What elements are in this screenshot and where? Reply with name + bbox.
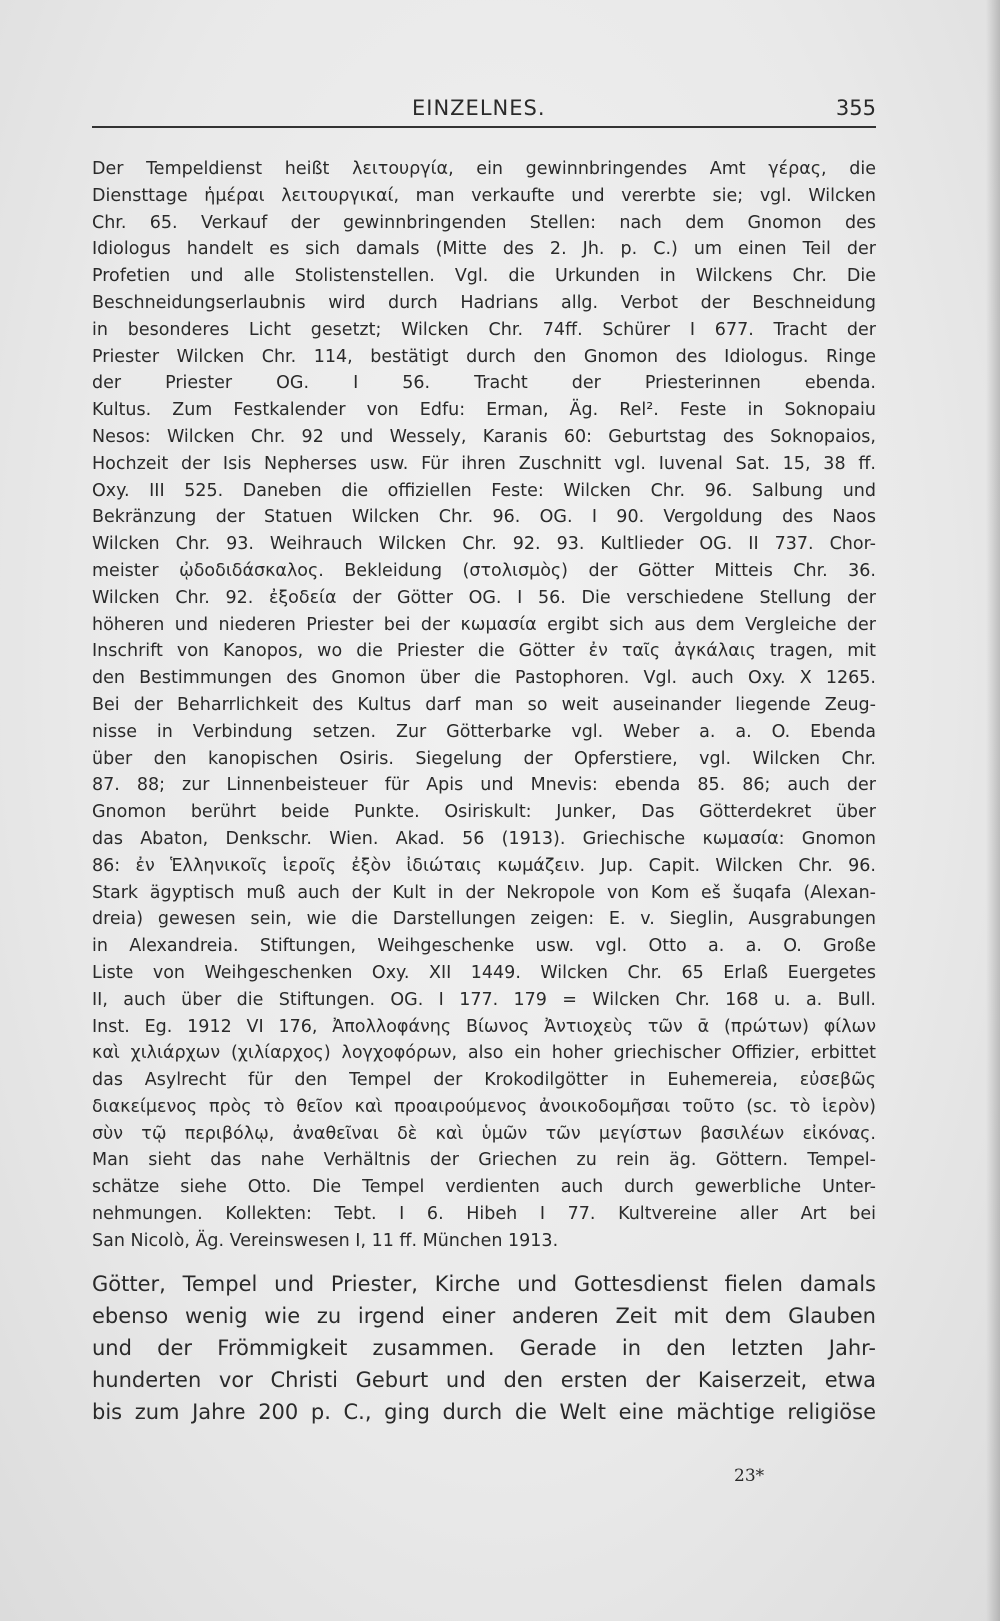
footnote-line: Liste von Weihgeschenken Oxy. XII 1449. Wilcken Chr. 65 Erlaß Euergetes	[92, 962, 876, 983]
body-text-line: ebenso wenig wie zu irgend einer anderen Zeit mit dem Glauben	[92, 1304, 876, 1328]
footnote-line: in besonderes Licht gesetzt; Wilcken Chr. 74ff. Schürer I 677. Tracht der	[92, 319, 876, 340]
footnote-line: Oxy. III 525. Daneben die offiziellen Feste: Wilcken Chr. 96. Salbung und	[92, 480, 876, 501]
footnote-line: das Asylrecht für den Tempel der Krokodilgötter in Euhemereia, εὐσεβῶς	[92, 1070, 876, 1091]
body-text-line: bis zum Jahre 200 p. C., ging durch die Welt eine mächtige religiöse	[92, 1400, 876, 1424]
body-text-line: hunderten vor Christi Geburt und den ersten der Kaiserzeit, etwa	[92, 1368, 876, 1392]
footnote-line: Der Tempeldienst heißt λειτουργία, ein gewinnbringendes Amt γέρας, die	[92, 159, 876, 179]
footnote-block	[92, 156, 876, 1255]
footnote-line: Idiologus handelt es sich damals (Mitte des 2. Jh. p. C.) um einen Teil der	[92, 239, 876, 260]
footnote-line: nisse in Verbindung setzen. Zur Götterbarke vgl. Weber a. a. O. Ebenda	[92, 721, 876, 742]
footnote-line: Stark ägyptisch muß auch der Kult in der Nekropole von Kom eš šuqafa (Alexan-	[92, 882, 876, 903]
footnote-line: den Bestimmungen des Gnomon über die Pastophoren. Vgl. auch Oxy. X 1265.	[92, 668, 876, 689]
footnote-line: dreia) gewesen sein, wie die Darstellungen zeigen: E. v. Sieglin, Ausgrabungen	[92, 909, 876, 930]
footnote-line: Beschneidungserlaubnis wird durch Hadrians allg. Verbot der Beschneidung	[92, 292, 876, 313]
footnote-line: Man sieht das nahe Verhältnis der Griechen zu rein äg. Göttern. Tempel-	[92, 1150, 876, 1171]
page-number: 355	[835, 96, 876, 120]
page-edge-shadow	[986, 0, 1000, 1621]
footnote-line: meister ᾠδοδιδάσκαλος. Bekleidung (στολισμὸς) der Götter Mitteis Chr. 36.	[92, 560, 876, 581]
footnote-line: Wilcken Chr. 92. ἐξοδεία der Götter OG. I 56. Die verschiedene Stellung der	[92, 587, 876, 608]
footnote-line: σὺν τῷ περιβόλῳ, ἀναθεῖναι δὲ καὶ ὑμῶν τῶν μεγίστων βασιλέων εἰκόνας.	[92, 1123, 876, 1144]
footnote-line: Diensttage ἡμέραι λειτουργικαί, man verkaufte und vererbte sie; vgl. Wilcken	[92, 185, 876, 206]
signature-mark: 23*	[734, 1466, 765, 1486]
header-rule	[92, 126, 876, 128]
footnote-line: nehmungen. Kollekten: Tebt. I 6. Hibeh I 77. Kultvereine aller Art bei	[92, 1204, 876, 1225]
footnote-line: καὶ χιλιάρχων (χιλίαρχος) λογχοφόρων, also ein hoher griechischer Offizier, erbittet	[92, 1043, 876, 1064]
footnote-line: 86: ἐν Ἑλληνικοῖς ἱεροῖς ἐξὸν ἰδιώταις κωμάζειν. Jup. Capit. Wilcken Chr. 96.	[92, 855, 876, 876]
body-text-line: und der Frömmigkeit zusammen. Gerade in den letzten Jahr-	[92, 1336, 876, 1360]
footnote-line: schätze siehe Otto. Die Tempel verdienten auch durch gewerbliche Unter-	[92, 1177, 876, 1198]
footnote-line: höheren und niederen Priester bei der κωμασία ergibt sich aus dem Vergleiche der	[92, 614, 876, 635]
footnote-line: Kultus. Zum Festkalender von Edfu: Erman, Äg. Rel². Feste in Soknopaiu	[92, 400, 876, 421]
footnote-line: Wilcken Chr. 93. Weihrauch Wilcken Chr. 92. 93. Kultlieder OG. II 737. Chor-	[92, 534, 876, 555]
footnote-line: Inschrift von Kanopos, wo die Priester die Götter ἐν ταῖς ἀγκάλαις tragen, mit	[92, 641, 876, 662]
footnote-line: 87. 88; zur Linnenbeisteuer für Apis und Mnevis: ebenda 85. 86; auch der	[92, 775, 876, 796]
footnote-line: Hochzeit der Isis Nepherses usw. Für ihren Zuschnitt vgl. Iuvenal Sat. 15, 38 ff.	[92, 453, 876, 474]
footnote-line: Gnomon berührt beide Punkte. Osiriskult: Junker, Das Götterdekret über	[92, 802, 876, 823]
footnote-line: Priester Wilcken Chr. 114, bestätigt durch den Gnomon des Idiologus. Ringe	[92, 346, 876, 367]
footnote-line: der Priester OG. I 56. Tracht der Priesterinnen ebenda.	[92, 373, 876, 394]
footnote-line: Nesos: Wilcken Chr. 92 und Wessely, Karanis 60: Geburtstag des Soknopaios,	[92, 426, 876, 447]
running-title: EINZELNES.	[412, 96, 546, 120]
footnote-line: II, auch über die Stiftungen. OG. I 177. 179 = Wilcken Chr. 168 u. a. Bull.	[92, 989, 876, 1010]
footnote-line: das Abaton, Denkschr. Wien. Akad. 56 (1913). Griechische κωμασία: Gnomon	[92, 828, 876, 849]
main-text-block	[92, 1268, 876, 1428]
body-text-line: Götter, Tempel und Priester, Kirche und Gottesdienst fielen damals	[92, 1272, 876, 1296]
footnote-line: über den kanopischen Osiris. Siegelung der Opferstiere, vgl. Wilcken Chr.	[92, 748, 876, 769]
footnote-line: in Alexandreia. Stiftungen, Weihgeschenke usw. vgl. Otto a. a. O. Große	[92, 936, 876, 957]
footnote-line: διακείμενος πρὸς τὸ θεῖον καὶ προαιρούμενος ἀνοικοδομῆσαι τοῦτο (sc. τὸ ἱερὸν)	[92, 1096, 876, 1117]
footnote-line: Profetien und alle Stolistenstellen. Vgl. die Urkunden in Wilckens Chr. Die	[92, 266, 876, 287]
footnote-line: Chr. 65. Verkauf der gewinnbringenden Stellen: nach dem Gnomon des	[92, 212, 876, 233]
footnote-line: Bekränzung der Statuen Wilcken Chr. 96. OG. I 90. Vergoldung des Naos	[92, 507, 876, 528]
running-header	[92, 96, 876, 126]
footnote-line: Bei der Beharrlichkeit des Kultus darf man so weit auseinander liegende Zeug-	[92, 694, 876, 715]
footnote-line: Inst. Eg. 1912 VI 176, Ἀπολλοφάνης Βίωνος Ἀντιοχεὺς τῶν ᾱ (πρώτων) φίλων	[92, 1016, 876, 1037]
footnote-line: San Nicolò, Äg. Vereinswesen I, 11 ff. München 1913.	[92, 1230, 559, 1251]
